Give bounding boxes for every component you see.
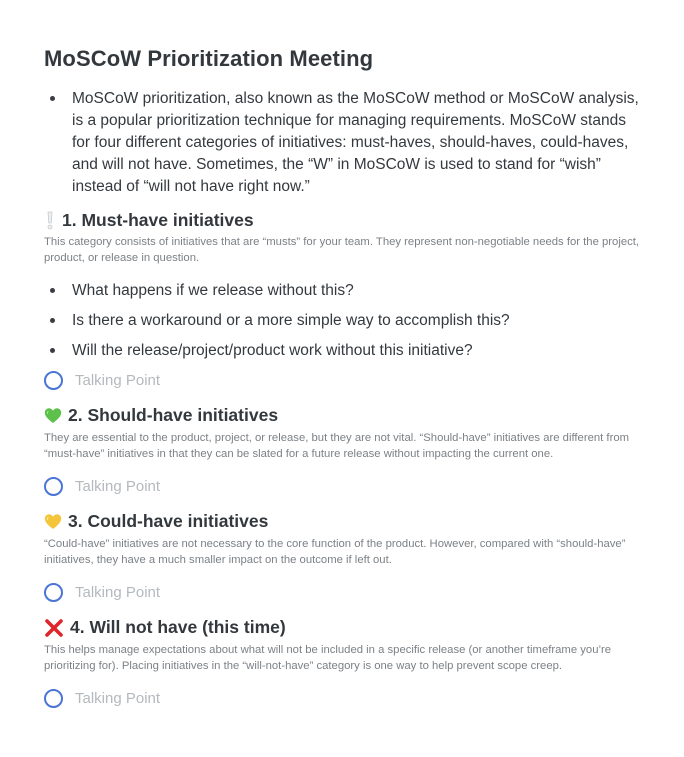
talking-point-placeholder[interactable]: Talking Point	[75, 689, 161, 707]
bullet-dot	[50, 288, 55, 293]
talking-point-item[interactable]	[44, 582, 160, 602]
section-heading-will-not-have	[44, 617, 286, 638]
talking-point-placeholder[interactable]: Talking Point	[75, 371, 161, 389]
red-cross-icon	[44, 618, 64, 638]
checkbox-circle-icon[interactable]	[44, 689, 63, 708]
question-text: Is there a workaround or a more simple way to accomplish this?	[72, 312, 510, 329]
checkbox-circle-icon[interactable]	[44, 477, 63, 496]
talking-point-item[interactable]	[44, 370, 160, 390]
section-description-should-have: They are essential to the product, project, or release, but they are not vital. “Should-have” initiatives are different from “must-have” initiatives in that they can be slated for a future release without impacting the current one.	[44, 432, 630, 460]
talking-point-item[interactable]	[44, 688, 160, 708]
bullet-dot	[50, 318, 55, 323]
talking-point-item[interactable]	[44, 476, 160, 496]
section-description-could-have: “Could-have” initiatives are not necessary to the core function of the product. However, compared with “should-have” initiatives, they have a much smaller impact on the outcome if left out.	[44, 538, 626, 566]
section-description-will-not-have: This helps manage expectations about what will not be included in a specific release (or another timeframe you’re prioritizing for). Placing initiatives in the “will-not-have” category is one way to help prevent scope creep.	[44, 644, 612, 672]
question-text: What happens if we release without this?	[72, 282, 354, 299]
section-heading-should-have	[44, 405, 278, 426]
section-heading-text: 2. Should-have initiatives	[68, 405, 279, 425]
talking-point-placeholder[interactable]: Talking Point	[75, 477, 161, 495]
exclamation-icon	[44, 209, 56, 231]
section-heading-text: 4. Will not have (this time)	[70, 617, 286, 637]
intro-text: MoSCoW prioritization, also known as the MoSCoW method or MoSCoW analysis, is a popular prioritization technique for managing requirements. MoSCoW stands for four different categories of initiatives: must-haves, should-haves, could-haves, and will not have. Sometimes, the “W” in MoSCoW is used to stand for “wish” instead of “will not have right now.”	[72, 90, 639, 195]
page-title: MoSCoW Prioritization Meeting	[44, 46, 374, 71]
checkbox-circle-icon[interactable]	[44, 371, 63, 390]
bullet-dot	[50, 96, 55, 101]
talking-point-placeholder[interactable]: Talking Point	[75, 583, 161, 601]
bullet-dot	[50, 348, 55, 353]
section-heading-must-have	[44, 209, 254, 231]
section-description-must-have: This category consists of initiatives that are “musts” for your team. They represent non-negotiable needs for the project, product, or release in question.	[44, 236, 640, 264]
yellow-heart-icon	[44, 513, 62, 531]
section-heading-text: 1. Must-have initiatives	[62, 209, 254, 230]
question-text: Will the release/project/product work without this initiative?	[72, 342, 473, 359]
checkbox-circle-icon[interactable]	[44, 583, 63, 602]
green-heart-icon	[44, 407, 62, 425]
section-heading-text: 3. Could-have initiatives	[68, 511, 269, 531]
section-heading-could-have	[44, 511, 268, 532]
